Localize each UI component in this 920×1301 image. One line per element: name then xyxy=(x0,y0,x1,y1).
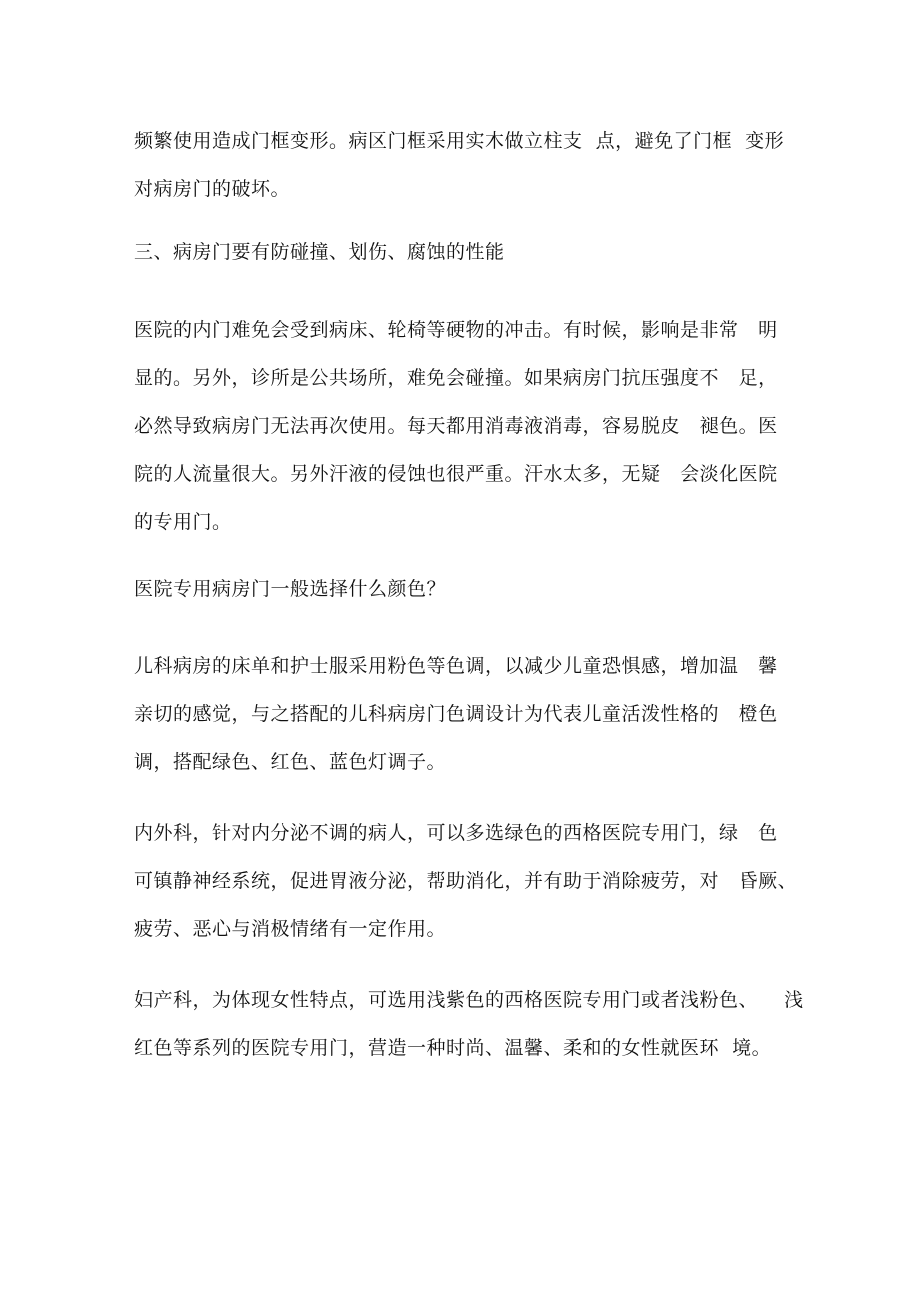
paragraph-impact xyxy=(134,306,814,546)
text-line: 对病房门的破坏。 xyxy=(134,178,291,200)
text-line: 红色等系列的医院专用门，营造一种时尚、温馨、柔和的女性就医环 境。 xyxy=(134,1037,772,1059)
paragraph-internal-medicine xyxy=(134,809,814,953)
text-line: 调，搭配绿色、红色、蓝色灯调子。 xyxy=(134,751,447,773)
paragraph-pediatrics xyxy=(134,642,814,786)
text-line: 显的。另外，诊所是公共场所，难免会碰撞。如果病房门抗压强度不 足， xyxy=(134,367,778,389)
text-line: 必然导致病房门无法再次使用。每天都用消毒液消毒，容易脱皮 褪色。医 xyxy=(134,415,778,437)
question-line: 医院专用病房门一般选择什么颜色？ xyxy=(134,578,447,600)
text-line: 疲劳、恶心与消极情绪有一定作用。 xyxy=(134,918,447,940)
section-question xyxy=(134,572,814,606)
text-line: 内外科，针对内分泌不调的病人，可以多选绿色的西格医院专用门，绿 色 xyxy=(134,822,778,844)
text-line: 院的人流量很大。另外汗液的侵蚀也很严重。汗水太多，无疑 会淡化医院 xyxy=(134,463,778,485)
text-line: 亲切的感觉，与之搭配的儿科病房门色调设计为代表儿童活泼性格的 橙色 xyxy=(134,703,778,725)
heading-line: 三、病房门要有防碰撞、划伤、腐蚀的性能 xyxy=(134,241,505,263)
text-line: 频繁使用造成门框变形。病区门框采用实木做立柱支 点，避免了门框 变形 xyxy=(134,130,785,152)
paragraph-obstetrics xyxy=(134,976,814,1072)
paragraph-door-frame xyxy=(134,117,814,213)
text-line: 儿科病房的床单和护士服采用粉色等色调，以减少儿童恐惧感，增加温 馨 xyxy=(134,655,778,677)
text-line: 医院的内门难免会受到病床、轮椅等硬物的冲击。有时候，影响是非常 明 xyxy=(134,319,778,341)
section-heading xyxy=(134,235,814,269)
text-line: 的专用门。 xyxy=(134,511,232,533)
text-line: 妇产科，为体现女性特点，可选用浅紫色的西格医院专用门或者浅粉色、 浅 xyxy=(134,989,804,1011)
text-line: 可镇静神经系统，促进胃液分泌，帮助消化，并有助于消除疲劳，对 昏厥、 xyxy=(134,870,798,892)
